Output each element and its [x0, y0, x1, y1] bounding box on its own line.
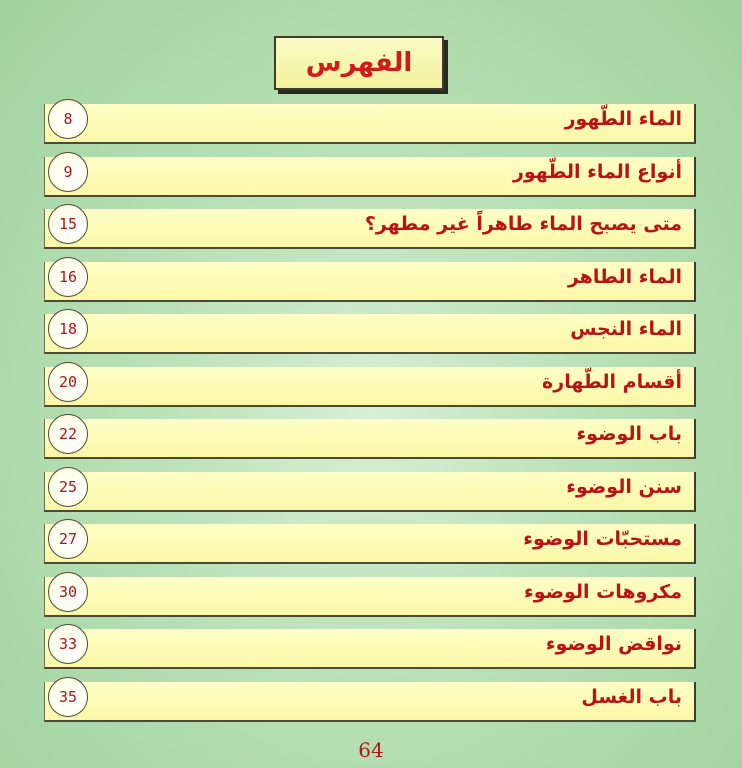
toc-title: الفهرس — [305, 48, 413, 78]
toc-entry-page: 33 — [58, 635, 78, 653]
toc-entry — [44, 151, 696, 196]
page-number: 64 — [358, 738, 384, 762]
toc-entry-label: نواقض الوضوء — [545, 633, 682, 655]
page-number-badge — [48, 572, 88, 612]
toc-entry-label: الماء الطّهور — [564, 108, 682, 130]
page-number-badge — [48, 624, 88, 664]
toc-entry-page: 9 — [63, 162, 73, 181]
toc-title-box — [274, 36, 444, 90]
toc-entry-label: الماء الطاهر — [567, 265, 682, 288]
toc-entry-label: أنواع الماء الطّهور — [512, 160, 682, 183]
page-number-badge — [48, 677, 88, 717]
toc-entry-page: 27 — [58, 530, 78, 548]
toc-entry — [44, 623, 696, 668]
toc-entry-label: أقسام الطّهارة — [542, 370, 682, 393]
page-number-badge — [48, 257, 88, 297]
toc-entry-label: متى يصبح الماء طاهراً غير مطهر؟ — [364, 213, 682, 235]
toc-entry-page: 20 — [58, 372, 78, 391]
page-number-badge — [48, 152, 88, 192]
page-number-badge — [48, 467, 88, 507]
toc-entry — [44, 413, 696, 458]
toc-entry — [44, 256, 696, 301]
toc-entry — [44, 308, 696, 353]
toc-entry — [44, 518, 696, 563]
toc-entry-page: 30 — [58, 582, 78, 601]
toc-entry-label: باب الغسل — [581, 685, 682, 708]
toc-entry — [44, 466, 696, 511]
toc-entry-page: 22 — [58, 425, 78, 443]
page-number-badge — [48, 204, 88, 244]
toc-entry-label: مكروهات الوضوء — [523, 580, 682, 603]
toc-entry-page: 15 — [58, 215, 78, 233]
page-number-badge — [48, 519, 88, 559]
toc-entry — [44, 571, 696, 616]
toc-entry-label: الماء النجس — [570, 318, 682, 340]
toc-entry-page: 8 — [63, 110, 73, 128]
page-number-badge — [48, 99, 88, 139]
toc-entry-page: 16 — [58, 267, 78, 286]
toc-entry-page: 18 — [58, 320, 78, 338]
toc-entry — [44, 203, 696, 248]
toc-entry — [44, 676, 696, 721]
toc-entry-page: 25 — [58, 477, 78, 496]
toc-entry-label: مستحبّات الوضوء — [523, 528, 682, 550]
toc-entry-label: باب الوضوء — [576, 423, 682, 445]
toc-entry — [44, 98, 696, 143]
page-number-badge — [48, 414, 88, 454]
page-number-badge — [48, 362, 88, 402]
toc-entry — [44, 361, 696, 406]
toc-entry-page: 35 — [58, 687, 78, 706]
page-number-badge — [48, 309, 88, 349]
toc-entry-label: سنن الوضوء — [566, 475, 682, 498]
